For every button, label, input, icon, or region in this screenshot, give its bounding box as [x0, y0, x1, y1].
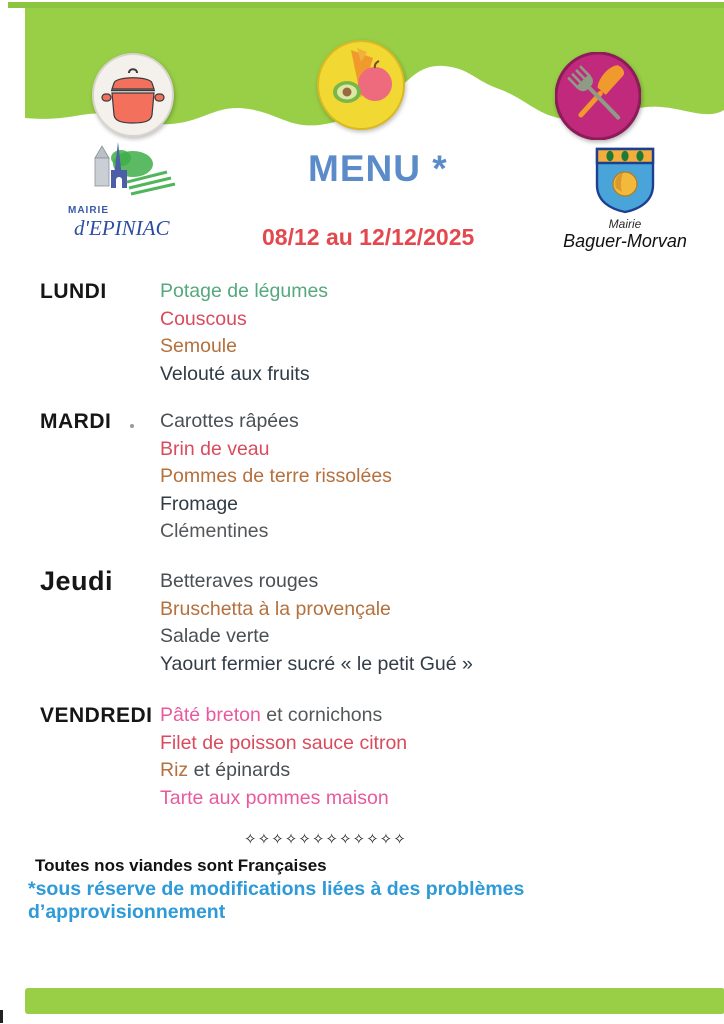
epiniac-church-icon [71, 142, 181, 204]
menu-item-segment: Pâté breton [160, 704, 261, 726]
cooking-pot-badge [92, 53, 174, 137]
day-items [160, 408, 392, 546]
menu-item-segment: Potage de légumes [160, 280, 329, 302]
epiniac-logo [56, 142, 196, 250]
day-label: LUNDI [40, 280, 107, 303]
menu-item-segment: et cornichons [260, 704, 383, 726]
day-label: Jeudi [40, 566, 114, 596]
day-label: VENDREDI [40, 704, 153, 727]
menu-item [160, 463, 392, 491]
menu-item-segment: Salade verte [160, 625, 270, 647]
scan-artifact-dot [130, 424, 134, 428]
bottom-green-band [25, 988, 724, 1014]
baguer-morvan-logo [540, 146, 710, 252]
menu-item [160, 651, 473, 679]
menu-item [160, 408, 392, 436]
menu-item-segment: Semoule [160, 335, 237, 357]
menu-item-segment: Tarte aux pommes maison [160, 786, 389, 809]
menu-item [160, 278, 328, 306]
menu-item [160, 623, 473, 651]
baguer-morvan-label-name: Baguer-Morvan [563, 231, 687, 251]
epiniac-label-name: d'EPINIAC [74, 216, 170, 240]
scan-artifact-tick [0, 1010, 3, 1023]
fruits-badge [317, 40, 405, 130]
menu-item [160, 361, 328, 389]
epiniac-label-mairie: MAIRIE [68, 205, 109, 216]
menu-item-segment: Betteraves rouges [160, 570, 319, 592]
menu-item-segment: Filet de poisson sauce citron [160, 731, 408, 754]
menu-item-segment: Yaourt fermier sucré « le petit Gué » [160, 652, 473, 675]
menu-item-segment: Fromage [160, 492, 239, 515]
menu-item-segment: Pommes de terre rissolées [160, 465, 392, 487]
page-title: MENU * [308, 148, 448, 189]
date-range: 08/12 au 12/12/2025 [262, 224, 475, 250]
menu-item [160, 491, 392, 519]
footer-meat-origin: Toutes nos viandes sont Françaises [35, 856, 327, 875]
menu-item-segment: Brin de veau [160, 437, 270, 460]
day-items [160, 568, 473, 678]
menu-item [160, 518, 392, 546]
footer-disclaimer: *sous réserve de modifications liées à des problèmes d’approvisionnement [28, 878, 525, 923]
menu-item [160, 596, 473, 624]
baguer-morvan-label-mairie: Mairie [608, 217, 642, 231]
menu-item-segment: Riz [160, 759, 189, 781]
menu-item [160, 568, 473, 596]
day-label: MARDI [40, 410, 112, 433]
menu-item-segment: et épinards [188, 759, 291, 781]
menu-item [160, 785, 407, 813]
menu-item-segment: Carottes râpées [160, 410, 299, 432]
diamond-separator: ✧✧✧✧✧✧✧✧✧✧✧✧ [244, 831, 407, 848]
menu-item-segment: Couscous [160, 307, 247, 330]
menu-item-segment: Clémentines [160, 520, 269, 542]
baguer-morvan-crest-icon [594, 146, 656, 214]
menu-item [160, 333, 328, 361]
day-items [160, 702, 407, 812]
cutlery-badge [555, 52, 641, 140]
day-items [160, 278, 328, 388]
menu-item [160, 702, 407, 730]
menu-item-segment: Bruschetta à la provençale [160, 597, 391, 620]
menu-item [160, 436, 392, 464]
menu-item [160, 730, 407, 758]
menu-item [160, 757, 407, 785]
menu-item [160, 306, 328, 334]
menu-item-segment: Velouté aux fruits [160, 362, 310, 385]
